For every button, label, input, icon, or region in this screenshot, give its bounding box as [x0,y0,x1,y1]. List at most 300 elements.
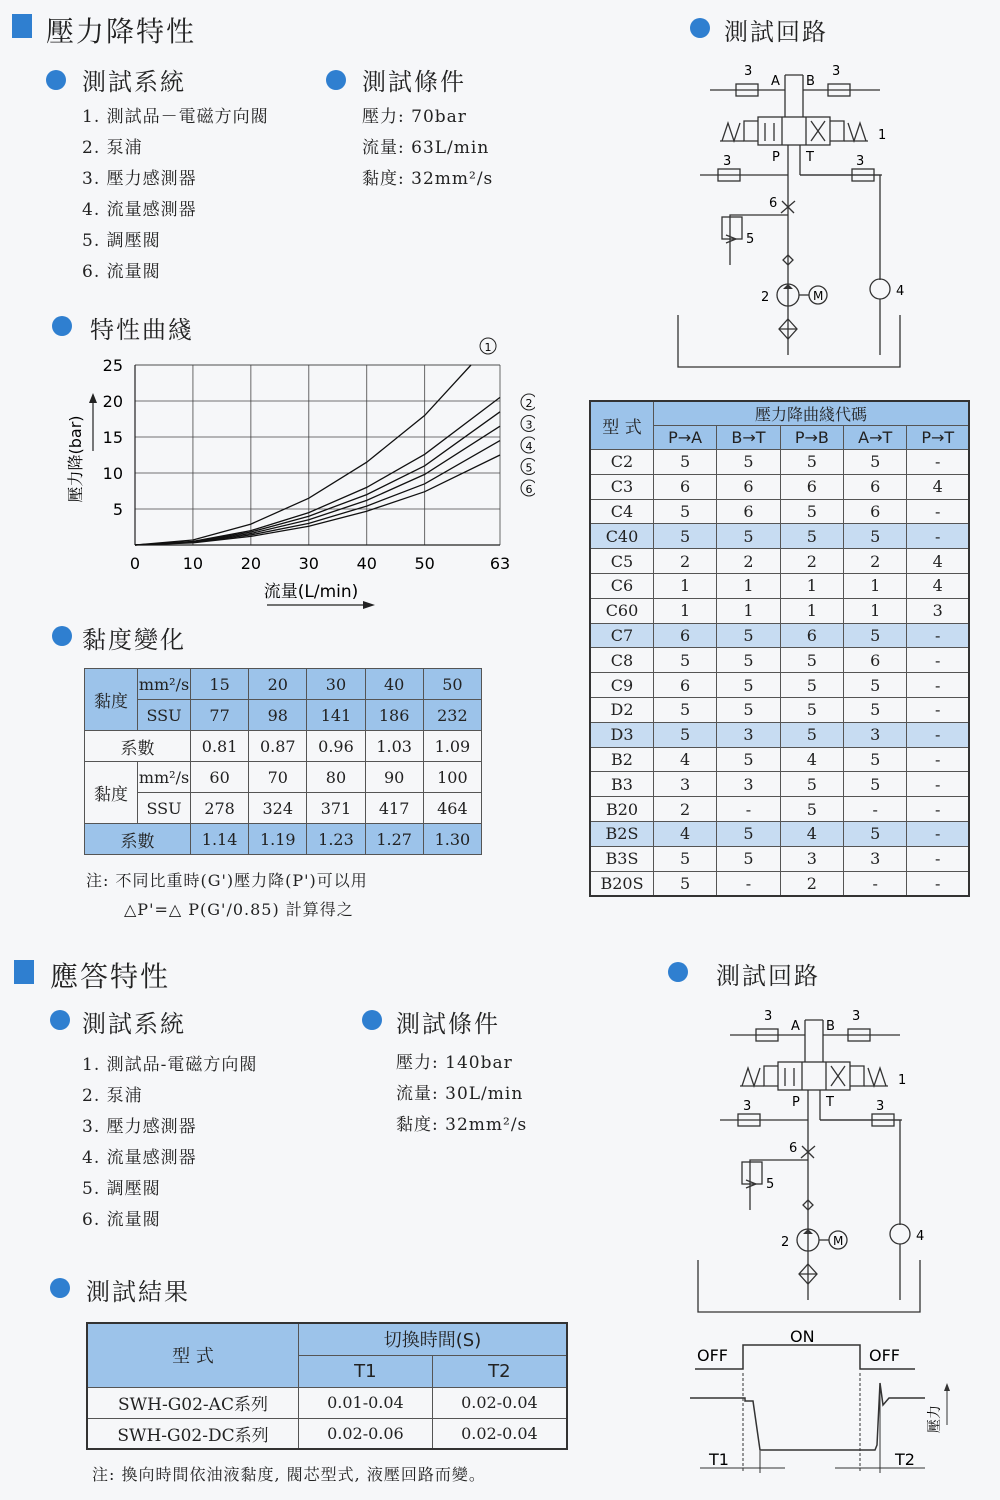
x-tick-label: 20 [240,554,262,573]
bullet-icon [50,1010,70,1030]
code-cell: - [907,747,969,772]
t2-label: T2 [895,1450,915,1469]
code-cell: 1 [717,573,781,598]
t1-cell: 0.02-0.06 [299,1418,433,1449]
list-item: 1. 測試品－電磁方向閥 [82,107,269,127]
table-row [590,846,969,871]
solenoid-right-icon [830,121,844,141]
cell: 77 [191,700,249,731]
unit-label: mm²/s [138,669,191,700]
table-row [590,747,969,772]
model-cell: C9 [590,673,654,698]
code-cell: 5 [844,772,907,797]
table-row [590,722,969,747]
table-row [590,598,969,623]
tank-icon [678,315,900,367]
code-cell: 4 [654,747,717,772]
pressure-drop-code-table [589,400,970,897]
sensor-number-label: 3 [832,64,841,79]
code-cell: 5 [717,846,781,871]
motor-label: M [833,1234,844,1248]
switching-time-table [86,1322,568,1450]
cell: 464 [423,793,481,824]
list-item: 流量: 63L/min [362,138,490,158]
code-cell: 3 [844,722,907,747]
unit-label: SSU [138,700,191,731]
test-system-list [82,1050,257,1236]
t1-header: T1 [299,1355,433,1387]
table-row [590,499,969,524]
arrow-up-icon [89,393,97,403]
code-cell: 3 [717,772,781,797]
code-cell: 4 [654,821,717,846]
code-cell: 1 [844,598,907,623]
series-line-3 [135,412,500,545]
list-item: 4. 流量感測器 [82,200,197,220]
x-tick-label: 63 [489,554,511,573]
code-cell: 6 [654,673,717,698]
sensor-number-label: 3 [856,154,865,169]
table-row [590,673,969,698]
model-cell: C40 [590,524,654,549]
code-cell: 2 [654,797,717,822]
cell: 278 [191,793,249,824]
code-cell: 6 [844,474,907,499]
code-cell: 6 [844,499,907,524]
code-cell: 6 [654,623,717,648]
code-cell: - [907,871,969,896]
list-item: 6. 流量閥 [82,1210,161,1230]
cell: 30 [307,669,365,700]
series-label: 6 [525,483,533,496]
cell: 100 [423,762,481,793]
test-conditions-list [396,1048,527,1141]
curve-title: 特性曲綫 [90,316,194,344]
column-header: A→T [844,426,907,450]
sensor-number-label: 3 [764,1009,773,1024]
code-cell: 5 [844,697,907,722]
code-cell: 5 [717,673,781,698]
code-cell: 3 [654,772,717,797]
test-conditions-list [362,102,493,195]
code-cell: - [907,524,969,549]
cell: 1.23 [307,824,365,855]
test-system-title: 測試系統 [82,1010,186,1038]
relief-line [730,215,788,265]
unit-label: mm²/s [138,762,191,793]
motor-label: M [813,289,824,303]
code-cell: 5 [654,450,717,475]
bullet-icon [326,70,346,90]
column-header: P→T [907,426,969,450]
code-cell: 5 [654,871,717,896]
section-square-icon [14,960,34,984]
series-label: 4 [525,440,533,453]
x-tick-label: 50 [414,554,435,573]
series-line-4 [135,426,500,545]
list-item: 5. 調壓閥 [82,231,161,251]
spring-left-icon [742,1068,760,1086]
code-cell: - [907,648,969,673]
code-cell: 5 [844,673,907,698]
code-cell: 6 [717,474,781,499]
relief-valve-label: 5 [746,232,755,247]
code-cell: 6 [780,474,843,499]
test-system-list [82,102,269,288]
code-cell: 2 [844,549,907,574]
model-cell: C4 [590,499,654,524]
bullet-icon [52,626,72,646]
solenoid-right-icon [850,1066,864,1086]
series-label: 1 [484,341,492,354]
coef-label: 系數 [85,824,191,855]
cell: 141 [307,700,365,731]
code-cell: 6 [717,499,781,524]
table-row [590,697,969,722]
code-cell: 5 [717,450,781,475]
code-cell: 5 [654,524,717,549]
valve-number-label: 1 [878,128,887,143]
bullet-icon [50,1278,70,1298]
circuit-title: 測試回路 [724,18,828,46]
code-cell: 5 [654,722,717,747]
return-line [800,175,880,280]
code-cell: 5 [717,623,781,648]
circuit-title: 測試回路 [716,962,820,990]
y-tick-label: 25 [102,356,123,375]
pump-label: 2 [781,1235,790,1250]
list-item: 黏度: 32mm²/s [362,169,494,189]
code-cell: 5 [780,722,843,747]
table-row [590,772,969,797]
table-row [590,573,969,598]
cell: 0.96 [307,731,365,762]
series-line-6 [135,455,500,545]
code-cell: 2 [780,549,843,574]
bullet-icon [690,18,710,38]
code-cell: 5 [780,450,843,475]
tank-icon [698,1260,920,1312]
model-cell: B20S [590,871,654,896]
viscosity-table [84,668,482,855]
code-cell: 5 [844,623,907,648]
pump-label: 2 [761,290,770,305]
list-item: 3. 壓力感測器 [82,1117,197,1137]
spring-right-icon [848,123,866,141]
bullet-icon [46,70,66,90]
series-line-2 [135,397,500,545]
model-cell: B2 [590,747,654,772]
list-item: 6. 流量閥 [82,262,161,282]
solenoid-left-icon [744,121,758,141]
code-cell: 1 [654,598,717,623]
bullet-icon [52,316,72,336]
model-cell: B3 [590,772,654,797]
model-cell: D3 [590,722,654,747]
code-cell: - [907,772,969,797]
valve-body-icon [758,117,830,145]
code-cell: 4 [907,573,969,598]
y-tick-label: 10 [102,464,123,483]
results-title: 測試結果 [86,1278,190,1306]
relief-valve-label: 5 [766,1177,775,1192]
y-axis-label: 壓力降(bar) [66,415,85,503]
viscosity-title: 黏度變化 [82,626,186,654]
x-axis-label: 流量(L/min) [263,582,359,602]
test-system-title: 測試系統 [82,68,186,96]
x-tick-label: 0 [129,554,141,573]
code-cell: 2 [717,549,781,574]
code-cell: 1 [780,598,843,623]
code-cell: - [844,797,907,822]
relief-line [750,1160,808,1210]
code-cell: 3 [907,598,969,623]
model-cell: C60 [590,598,654,623]
y-tick-label: 5 [112,500,123,519]
flow-sensor-icon [870,279,890,299]
valve-number-label: 1 [898,1073,907,1088]
code-cell: 3 [844,846,907,871]
code-cell: 5 [780,524,843,549]
code-cell: 1 [654,573,717,598]
cell: 15 [191,669,249,700]
model-cell: C8 [590,648,654,673]
model-cell: B2S [590,821,654,846]
bullet-icon [362,1010,382,1030]
column-header: P→B [780,426,843,450]
code-cell: 1 [780,573,843,598]
x-tick-label: 30 [298,554,319,573]
sensor-number-label: 3 [744,64,753,79]
cell: 1.30 [423,824,481,855]
table-row [590,623,969,648]
code-cell: - [717,797,781,822]
cell: 1.03 [365,731,423,762]
code-cell: - [907,846,969,871]
results-note: 注: 換向時間依油液黏度, 閥芯型式, 液壓回路而變。 [92,1465,486,1484]
note-line-1: 注: 不同比重時(G')壓力降(P')可以用 [86,871,368,890]
model-cell: C6 [590,573,654,598]
x-tick-label: 10 [182,554,204,573]
flow-sensor-icon [890,1224,910,1244]
cell: 0.81 [191,731,249,762]
x-tick-label: 40 [356,554,377,573]
column-header: P→A [654,426,717,450]
coef-label: 系數 [85,731,191,762]
code-cell: - [907,450,969,475]
code-cell: - [907,797,969,822]
model-cell: B3S [590,846,654,871]
code-cell: - [907,697,969,722]
port-t-label: T [806,150,814,165]
list-item: 壓力: 70bar [362,107,467,127]
series-label: 3 [525,418,533,432]
model-cell: C3 [590,474,654,499]
model-cell: C2 [590,450,654,475]
code-cell: 3 [717,722,781,747]
cell: 90 [365,762,423,793]
model-header: 型 式 [87,1323,299,1387]
code-cell: 5 [780,673,843,698]
sensor-number-label: 3 [852,1009,861,1024]
code-cell: 5 [717,747,781,772]
code-cell: 5 [780,772,843,797]
t2-cell: 0.02-0.04 [432,1418,567,1449]
on-label: ON [790,1327,815,1346]
code-cell: - [907,722,969,747]
cell: 50 [423,669,481,700]
test-circuit-diagram [670,55,930,375]
code-cell: 5 [654,648,717,673]
series-label: 5 [525,461,533,475]
code-cell: 5 [844,747,907,772]
code-cell: 5 [717,648,781,673]
pressure-axis-label: 壓力 [927,1405,943,1433]
valve-body-icon [778,1062,850,1090]
table-row [590,549,969,574]
cell: 186 [365,700,423,731]
cell: 232 [423,700,481,731]
code-cell: 5 [717,821,781,846]
code-cell: 5 [654,697,717,722]
table-row [590,524,969,549]
sensor-number-label: 3 [876,1099,885,1114]
code-cell: 5 [780,499,843,524]
relief-valve-icon [742,1162,762,1184]
code-cell: 2 [780,871,843,896]
table-row [590,871,969,896]
code-cell: 6 [654,474,717,499]
cell: 1.14 [191,824,249,855]
viscosity-label: 黏度 [85,669,138,731]
sensor-number-label: 3 [723,154,732,169]
arrow-up-icon [944,1383,950,1391]
spring-right-icon [868,1068,886,1086]
bullet-icon [668,962,688,982]
flow-sensor-label: 4 [916,1229,925,1244]
cell: 324 [249,793,307,824]
pressure-waveform [690,1383,925,1450]
model-cell: B20 [590,797,654,822]
sensor-number-label: 3 [743,1099,752,1114]
code-cell: 4 [780,821,843,846]
t1-cell: 0.01-0.04 [299,1387,433,1418]
code-cell: 5 [780,648,843,673]
table-row [590,821,969,846]
port-p-label: P [792,1095,800,1110]
switching-timing-diagram [685,1325,965,1485]
code-cell: 1 [844,573,907,598]
code-cell: 5 [654,846,717,871]
unit-label: SSU [138,793,191,824]
code-cell: - [717,871,781,896]
code-cell: 4 [907,549,969,574]
y-tick-label: 15 [102,428,123,447]
port-b-label: B [806,74,815,89]
off-right-label: OFF [869,1346,900,1365]
table-row [590,648,969,673]
code-cell: 5 [844,821,907,846]
y-tick-label: 20 [102,392,123,411]
list-item: 3. 壓力感測器 [82,169,197,189]
cell: 417 [365,793,423,824]
model-cell: D2 [590,697,654,722]
code-cell: 4 [780,747,843,772]
model-header: 型 式 [590,401,654,450]
cell: 1.19 [249,824,307,855]
return-line [820,1120,900,1225]
code-cell: 5 [717,697,781,722]
model-cell: SWH-G02-DC系列 [87,1418,299,1449]
list-item: 4. 流量感測器 [82,1148,197,1168]
code-cell: 3 [780,846,843,871]
code-cell: - [907,821,969,846]
list-item: 2. 泵浦 [82,1086,143,1106]
series-label: 2 [525,397,533,410]
switching-time-header: 切換時間(S) [299,1323,568,1355]
off-left-label: OFF [697,1346,728,1365]
code-cell: - [844,871,907,896]
cell: 70 [249,762,307,793]
pressure-drop-chart [55,335,535,615]
code-cell: 5 [780,697,843,722]
t2-header: T2 [432,1355,567,1387]
code-cell: 5 [717,524,781,549]
list-item: 黏度: 32mm²/s [396,1115,528,1135]
flow-valve-label: 6 [789,1141,798,1156]
test-circuit-diagram [690,1000,950,1320]
port-t-label: T [826,1095,834,1110]
arrow-right-icon [363,601,375,609]
code-cell: 6 [780,623,843,648]
flow-sensor-label: 4 [896,284,905,299]
code-group-header: 壓力降曲綫代碼 [654,401,970,426]
viscosity-label: 黏度 [85,762,138,824]
code-cell: - [907,623,969,648]
t1-label: T1 [709,1450,729,1469]
spring-left-icon [722,123,740,141]
list-item: 5. 調壓閥 [82,1179,161,1199]
code-cell: 5 [654,499,717,524]
code-cell: 5 [780,797,843,822]
code-cell: - [907,673,969,698]
flow-valve-label: 6 [769,196,778,211]
cell: 60 [191,762,249,793]
section-square-icon [12,14,32,38]
table-row [590,474,969,499]
model-cell: C7 [590,623,654,648]
list-item: 2. 泵浦 [82,138,143,158]
model-cell: SWH-G02-AC系列 [87,1387,299,1418]
port-a-label: A [771,74,780,89]
cell: 371 [307,793,365,824]
model-cell: C5 [590,549,654,574]
code-cell: 2 [654,549,717,574]
code-cell: 4 [907,474,969,499]
relief-valve-icon [722,217,742,239]
table-row [590,450,969,475]
cell: 20 [249,669,307,700]
code-cell: 6 [844,648,907,673]
cell: 1.27 [365,824,423,855]
code-cell: 1 [717,598,781,623]
note-line-2: △P'=△ P(G'/0.85) 計算得之 [124,900,354,919]
cell: 1.09 [423,731,481,762]
test-conditions-title: 測試條件 [396,1010,500,1038]
list-item: 1. 測試品-電磁方向閥 [82,1055,258,1075]
cell: 80 [307,762,365,793]
test-conditions-title: 測試條件 [362,68,466,96]
